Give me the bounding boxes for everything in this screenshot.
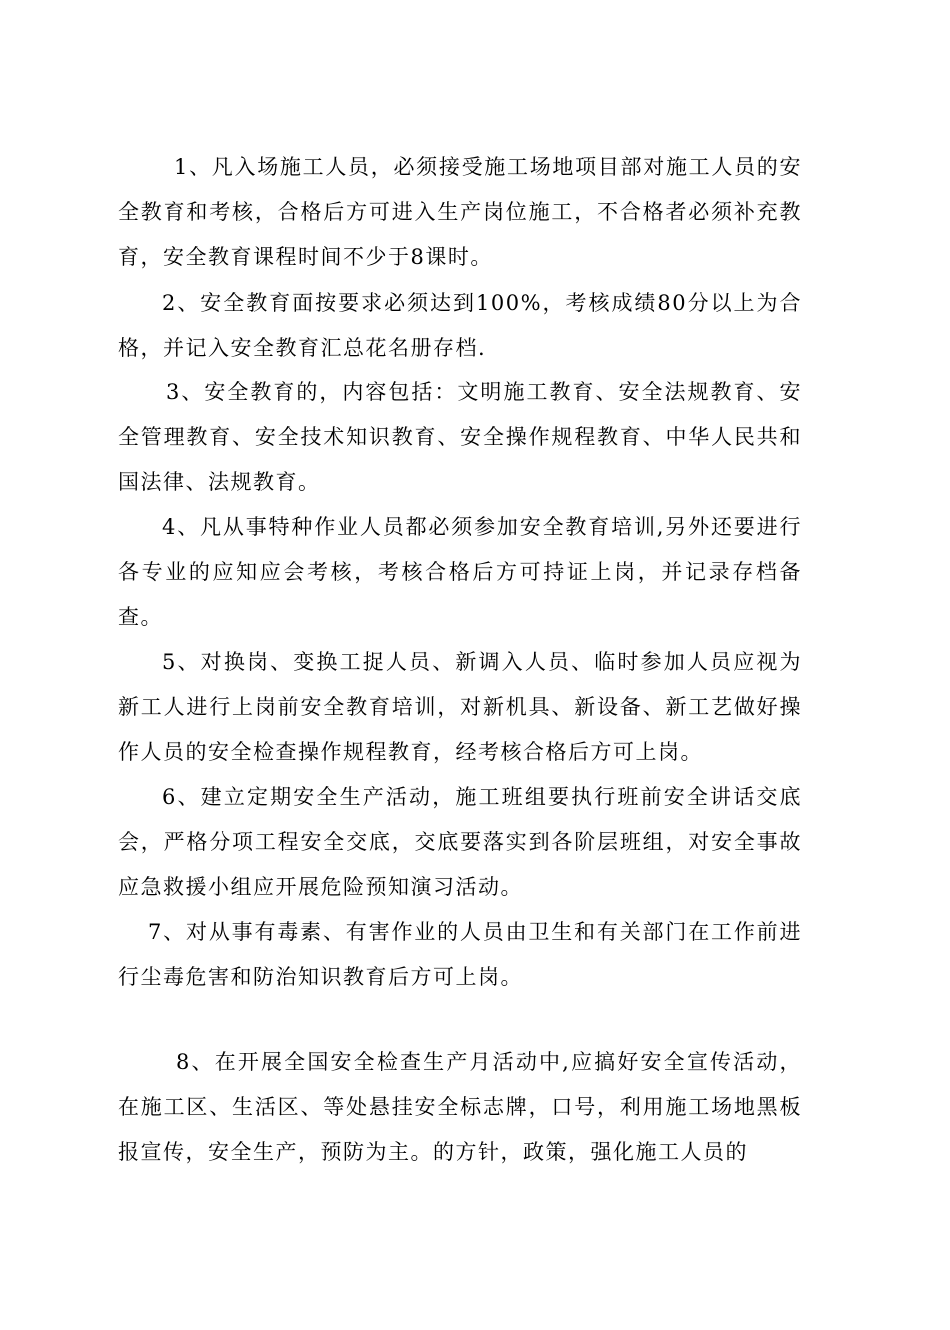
paragraph-7: 7、对从事有毒素、有害作业的人员由卫生和有关部门在工作前进行尘毒危害和防治知识教育后方可上岗。 [118, 920, 802, 989]
paragraph-6: 6、建立定期安全生产活动，施工班组要执行班前安全讲话交底会，严格分项工程安全交底，交底要落实到各阶层班组，对安全事故应急救援小组应开展危险预知演习活动。 [118, 785, 802, 899]
paragraph-4: 4、凡从事特种作业人员都必须参加安全教育培训,另外还要进行各专业的应知应会考核，考核合格后方可持证上岗，并记录存档备查。 [118, 515, 802, 629]
paragraph-8: 8、在开展全国安全检查生产月活动中,应搞好安全宣传活动，在施工区、生活区、等处悬挂安全标志牌，口号，利用施工场地黑板报宣传，安全生产，预防为主。的方针，政策，强化施工人员的 [118, 1050, 802, 1164]
paragraph-2: 2、安全教育面按要求必须达到100%，考核成绩80分以上为合格，并记入安全教育汇总花名册存档. [118, 291, 802, 360]
paragraph-5: 5、对换岗、变换工捉人员、新调入人员、临时参加人员应视为新工人进行上岗前安全教育培训，对新机具、新设备、新工艺做好操作人员的安全检查操作规程教育，经考核合格后方可上岗。 [118, 650, 802, 764]
paragraph-1: 1、凡入场施工人员，必须接受施工场地项目部对施工人员的安全教育和考核，合格后方可进入生产岗位施工，不合格者必须补充教育，安全教育课程时间不少于8课时。 [118, 155, 802, 269]
paragraph-3: 3、安全教育的，内容包括：文明施工教育、安全法规教育、安全管理教育、安全技术知识教育、安全操作规程教育、中华人民共和国法律、法规教育。 [118, 380, 802, 494]
